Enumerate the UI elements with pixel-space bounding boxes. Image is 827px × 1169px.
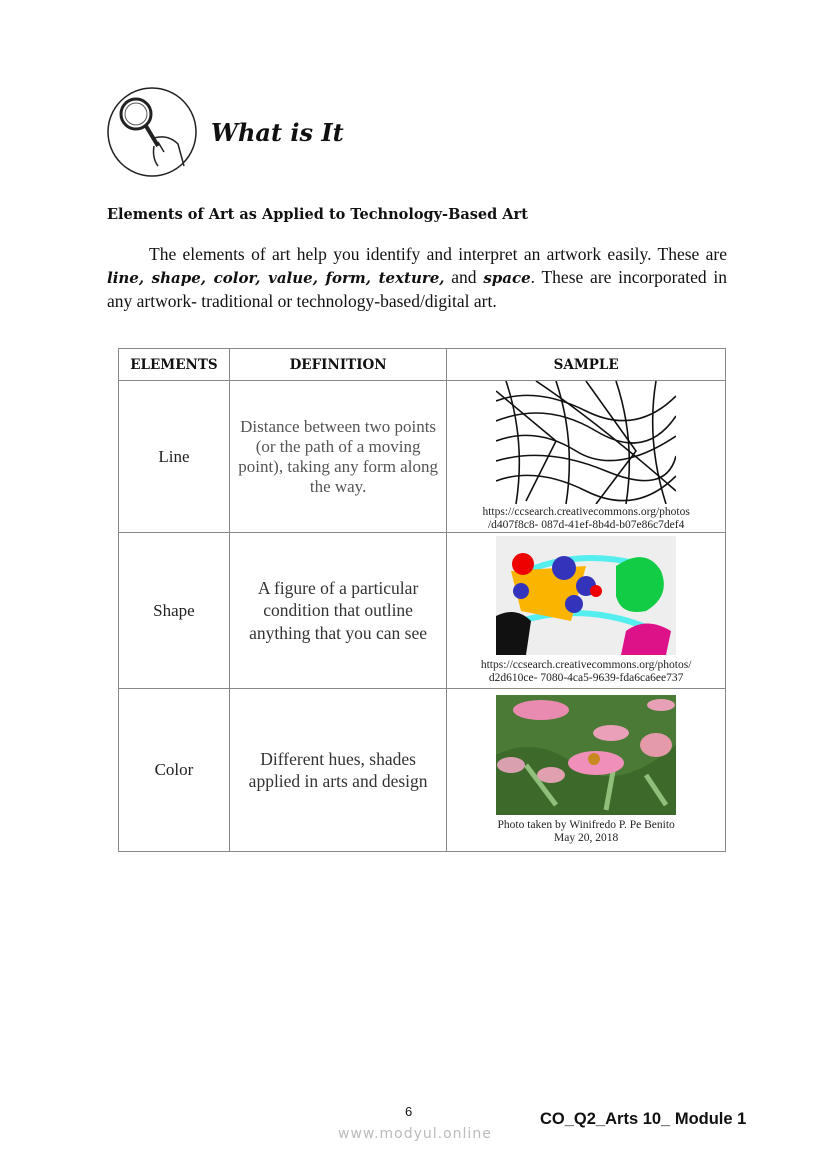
- element-name: Color: [119, 689, 230, 852]
- sample-caption: https://ccsearch.creativecommons.org/photos/: [480, 659, 692, 671]
- intro-text-end: . These are incorporated in any artwork- traditional or technology-based/digital art.: [107, 267, 727, 311]
- element-definition: Distance between two points (or the path of a moving point), taking any form along the way.: [229, 381, 446, 533]
- module-code: CO_Q2_Arts 10_ Module 1: [540, 1110, 747, 1128]
- intro-and: and: [444, 267, 484, 287]
- table-row: [119, 381, 726, 533]
- element-name: Line: [119, 381, 230, 533]
- shape-art-sample-image: [496, 536, 676, 655]
- intro-terms: line, shape, color, value, form, texture,: [107, 269, 445, 287]
- section-title: What is It: [211, 118, 344, 147]
- table-row: [119, 533, 726, 689]
- intro-last-term: space: [483, 269, 531, 287]
- element-definition: Different hues, shades applied in arts and design: [229, 689, 446, 852]
- magnifying-glass-hand-icon: [106, 86, 198, 178]
- line-art-sample-image: [496, 381, 676, 504]
- table-header-row: [119, 349, 726, 381]
- subheading: Elements of Art as Applied to Technology-Based Art: [107, 206, 528, 223]
- sample-caption: Photo taken by Winifredo P. Pe Benito: [497, 819, 675, 831]
- elements-table: [118, 348, 726, 852]
- sample-caption: May 20, 2018: [554, 832, 619, 844]
- intro-paragraph: [107, 243, 727, 313]
- sample-caption: /d407f8c8- 087d-41ef-8b4d-b07e86c7def4: [487, 519, 685, 531]
- header-definition: DEFINITION: [229, 349, 446, 381]
- flower-photo-sample-image: [496, 695, 676, 815]
- watermark: www.modyul.online: [338, 1126, 492, 1142]
- table-row: [119, 689, 726, 852]
- element-name: Shape: [119, 533, 230, 689]
- sample-cell: [447, 381, 726, 533]
- header-sample: SAMPLE: [447, 349, 726, 381]
- sample-caption: d2d610ce- 7080-4ca5-9639-fda6ca6ee737: [488, 672, 684, 684]
- header-elements: ELEMENTS: [119, 349, 230, 381]
- sample-cell: [447, 533, 726, 689]
- sample-caption: https://ccsearch.creativecommons.org/photos: [482, 506, 690, 518]
- page-number: 6: [405, 1104, 413, 1119]
- element-definition: A figure of a particular condition that outline anything that you can see: [229, 533, 446, 689]
- sample-cell: [447, 689, 726, 852]
- intro-text: The elements of art help you identify and interpret an artwork easily. These are: [149, 244, 727, 264]
